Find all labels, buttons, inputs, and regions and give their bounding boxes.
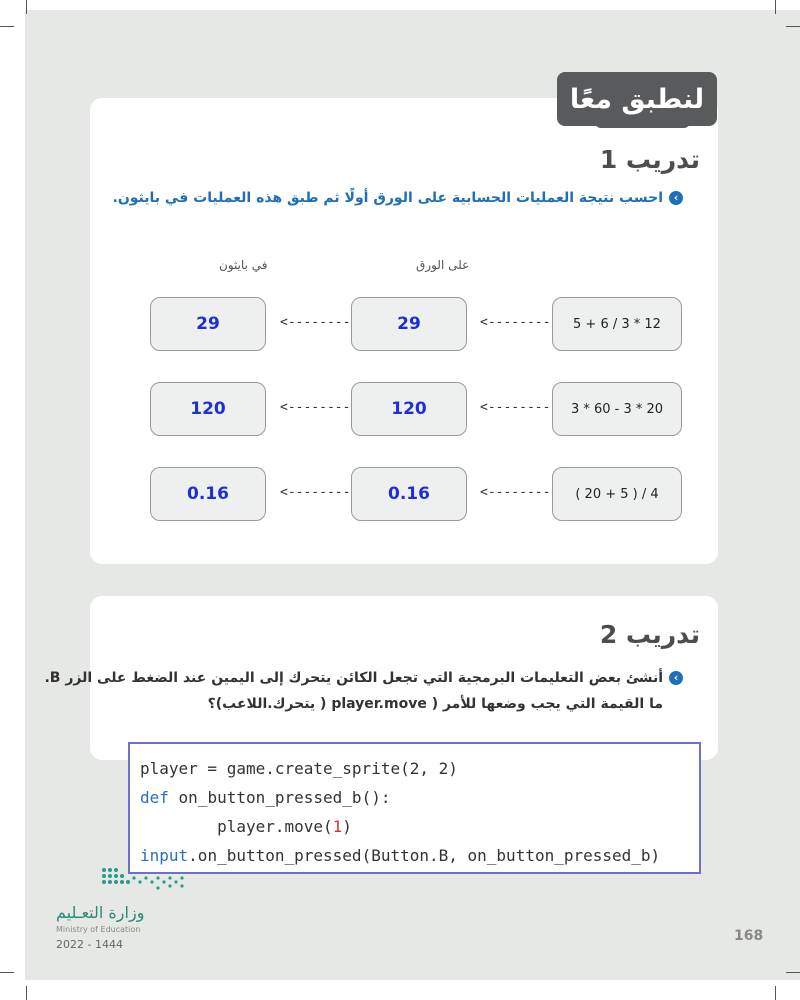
exercise1-heading: تدريب 1 xyxy=(599,145,700,174)
arrow-icon: <-------- xyxy=(280,315,351,330)
paper-answer: 0.16 xyxy=(388,484,430,504)
python-answer-box[interactable] xyxy=(150,297,266,351)
code-line-4: .on_button_pressed(Button.B, on_button_pressed_b) xyxy=(188,846,661,865)
expression-text: ( 20 + 5 ) / 4 xyxy=(575,486,659,502)
code-line-1: player = game.create_sprite(2, 2) xyxy=(140,759,458,778)
crop-mark xyxy=(786,972,800,973)
arrow-icon: <-------- xyxy=(480,485,551,500)
crop-mark xyxy=(26,986,27,1000)
python-answer: 120 xyxy=(190,399,226,419)
column-label-python: في بايثون xyxy=(219,258,268,272)
page-number: 168 xyxy=(734,928,764,944)
section-title: لنطبق معًا xyxy=(557,72,717,126)
chevron-left-icon: ‹ xyxy=(669,191,683,205)
expression-text: 3 * 60 - 3 * 20 xyxy=(570,401,664,417)
column-label-paper: على الورق xyxy=(416,258,470,272)
exercise1-instruction: احسب نتيجة العمليات الحسابية على الورق أولًا ثم طبق هذه العمليات في بايثون. xyxy=(112,190,663,206)
paper-answer: 29 xyxy=(397,314,421,334)
crop-mark xyxy=(0,972,14,973)
code-line-3-end: ) xyxy=(342,817,352,836)
ministry-name-english: Ministry of Education xyxy=(56,925,141,934)
expression-text: 5 + 6 / 3 * 12 xyxy=(573,316,661,332)
expression-box xyxy=(552,382,682,436)
ministry-logo-icon xyxy=(100,866,190,896)
arrow-icon: <-------- xyxy=(480,400,551,415)
exercise2-instruction-line1: أنشئ بعض التعليمات البرمجية التي تجعل الكائن يتحرك إلى اليمين عند الضغط على الزر B. xyxy=(44,670,663,686)
exercise2-heading: تدريب 2 xyxy=(599,620,700,649)
arrow-icon: <-------- xyxy=(280,400,351,415)
paper-answer-box[interactable] xyxy=(351,382,467,436)
expression-box xyxy=(552,297,682,351)
code-line-2: on_button_pressed_b(): xyxy=(168,788,391,807)
paper-answer: 120 xyxy=(391,399,427,419)
code-line-3-start: player.move( xyxy=(140,817,333,836)
code-block xyxy=(128,742,701,874)
ministry-name-arabic: وزارة التعـليم xyxy=(56,903,145,922)
python-answer: 29 xyxy=(196,314,220,334)
edition-year: 2022 - 1444 xyxy=(56,938,123,951)
chevron-left-icon: ‹ xyxy=(669,671,683,685)
crop-mark xyxy=(786,26,800,27)
code-move-value: 1 xyxy=(332,817,343,836)
code-keyword-input: input xyxy=(140,846,189,865)
expression-box xyxy=(552,467,682,521)
python-answer-box[interactable] xyxy=(150,467,266,521)
crop-mark xyxy=(26,0,27,14)
paper-answer-box[interactable] xyxy=(351,297,467,351)
exercise2-instruction-line2: ما القيمة التي يجب وضعها للأمر ( player.move ( يتحرك.اللاعب)؟ xyxy=(207,696,663,712)
code-keyword-def: def xyxy=(140,788,169,807)
arrow-icon: <-------- xyxy=(480,315,551,330)
crop-mark xyxy=(775,986,776,1000)
paper-answer-box[interactable] xyxy=(351,467,467,521)
crop-mark xyxy=(775,0,776,14)
arrow-icon: <-------- xyxy=(280,485,351,500)
python-answer-box[interactable] xyxy=(150,382,266,436)
python-answer: 0.16 xyxy=(187,484,229,504)
crop-mark xyxy=(0,26,14,27)
